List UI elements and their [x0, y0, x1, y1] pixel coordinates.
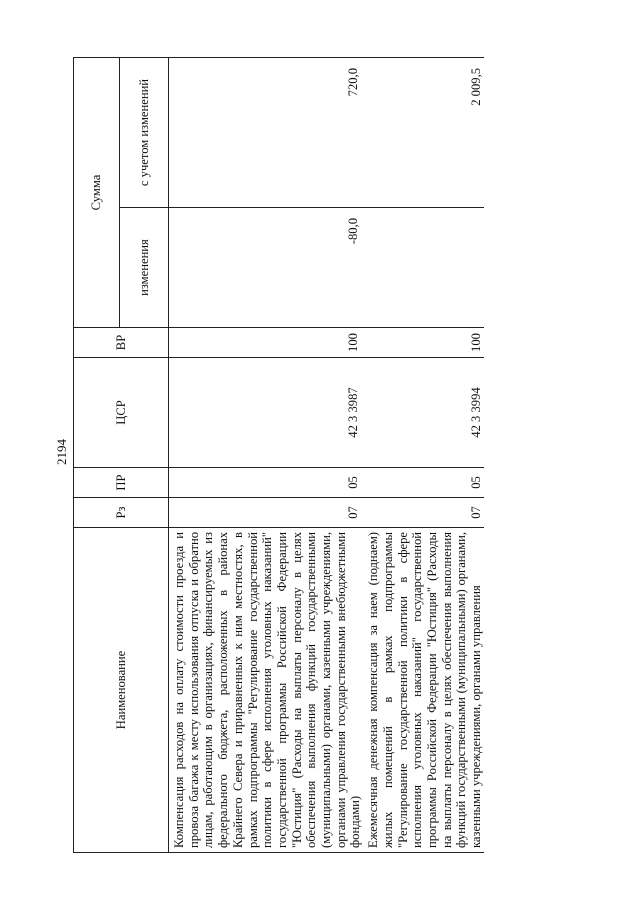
header-csr: ЦСР: [74, 358, 169, 468]
row-vr: 100: [363, 328, 484, 358]
header-rz: Рз: [74, 498, 169, 528]
row-with-changes: 720,0: [169, 57, 364, 207]
header-sum: Сумма: [74, 57, 120, 327]
row-with-changes: 2 009,5: [363, 57, 484, 207]
row-rz: 07: [363, 498, 484, 528]
header-pr: ПР: [74, 468, 169, 498]
row-name: Компенсация расходов на оплату стоимости проезда и провоза багажа к месту использования отпуска и обратно лицам, работающим в организациях, финансируемых из федерального бюджета, расположенных в районах Крайнего Севера и приравненных к ним местностях, в рамках подпрограммы "Регулирование государственной политики в сфере исполнения уголовных наказаний" государственной программы Российской Федерации "Юстиция" (Расходы на выплаты персоналу в целях обеспечения выполнения функций государственными (муниципальными) органами, казенными учреждениями, органами управления государственными внебюджетными фондами): [169, 528, 364, 853]
header-vr: ВР: [74, 328, 169, 358]
table-row: [169, 57, 364, 852]
header-name: Наименование: [74, 528, 169, 853]
row-pr: 05: [169, 468, 364, 498]
row-change: [363, 208, 484, 328]
table-row: [363, 57, 484, 852]
row-csr: 42 3 3987: [169, 358, 364, 468]
row-rz: 07: [169, 498, 364, 528]
header-with-changes: с учетом изменений: [120, 57, 169, 207]
row-pr: 05: [363, 468, 484, 498]
row-csr: 42 3 3994: [363, 358, 484, 468]
budget-table: [73, 57, 484, 853]
row-change: -80,0: [169, 208, 364, 328]
budget-table-rotated: [73, 58, 560, 853]
row-name: Ежемесячная денежная компенсация за наем (поднаем) жилых помещений в рамках подпрограммы "Регулирование государственной политики в сфере исполнения уголовных наказаний" государственной программы Российской Федерации "Юстиция" (Расходы на выплаты персоналу в целях обеспечения выполнения функций государственными (муниципальными) органами, казенными учреждениями, органами управления: [363, 528, 484, 853]
row-vr: 100: [169, 328, 364, 358]
page-number: 2194: [54, 439, 69, 465]
header-change: изменения: [120, 208, 169, 328]
